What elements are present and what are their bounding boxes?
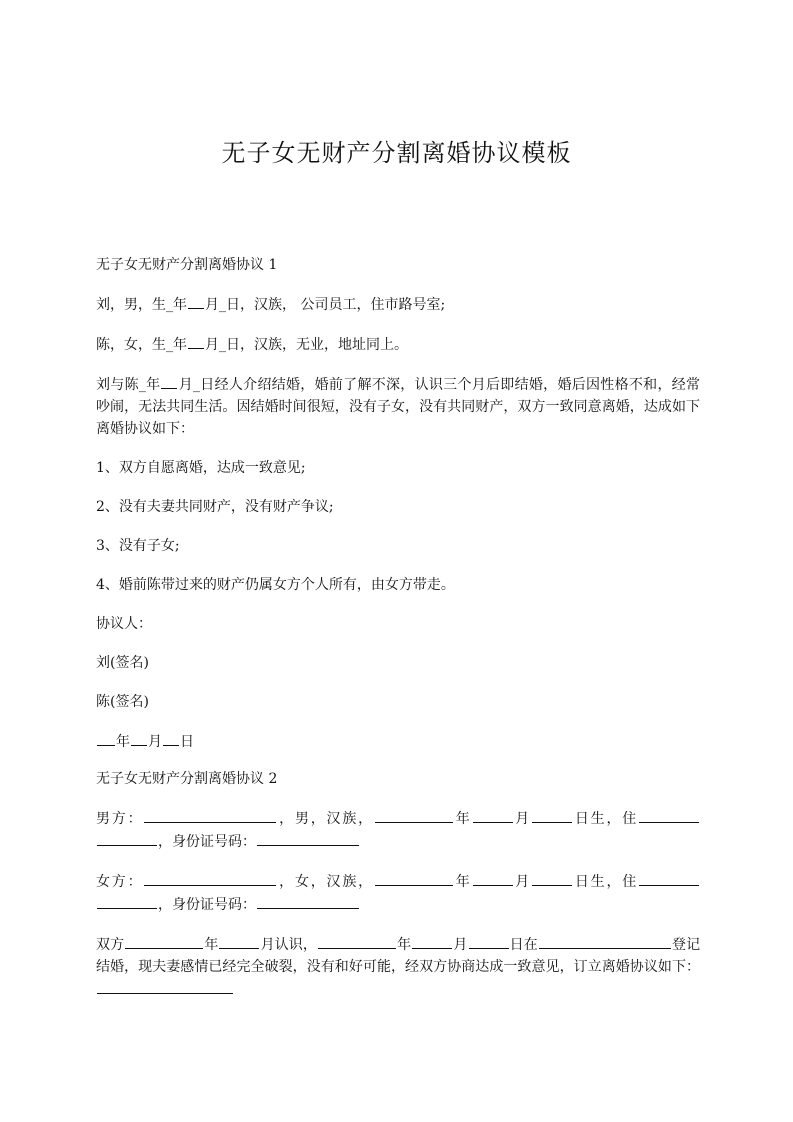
fill-blank	[97, 978, 233, 994]
text-segment: 月	[178, 377, 194, 393]
text-segment: 双方	[96, 937, 125, 953]
signature-liu: 刘(签名)	[96, 655, 149, 671]
marriage-statement	[96, 933, 700, 1001]
fill-blank	[469, 933, 509, 949]
agreement-2-heading: 无子女无财产分割离婚协议 2	[96, 771, 278, 787]
fill-blank	[125, 933, 203, 949]
text-segment: 日生，住	[573, 811, 639, 827]
fill-blank	[188, 333, 204, 349]
text-segment: 月	[513, 874, 532, 890]
text-segment: 月	[513, 811, 532, 827]
agreement-item: 2、没有夫妻共同财产，没有财产争议;	[96, 499, 334, 515]
fill-blank	[257, 893, 359, 909]
text-segment: 日生，住	[573, 874, 639, 890]
fill-blank	[318, 933, 396, 949]
date-line	[96, 730, 700, 753]
signature-chen: 陈(签名)	[96, 694, 149, 710]
background-paragraph: 刘与陈_年 月_日经人介绍结婚，婚前了解不深，认识三个月后即结婚，婚后因性格不和，经常吵闹，无法共同生活。因结婚时间很短，没有子女，没有共同财产，双方一致同意离婚，达成如下离婚协议如下：	[96, 373, 700, 440]
text-segment: ，身份证号码：	[158, 834, 256, 850]
signers-label: 协议人：	[96, 616, 152, 632]
text-segment: 月	[453, 937, 468, 953]
text-segment: 年	[453, 811, 472, 827]
text-segment: 日	[180, 734, 194, 750]
female-party-paragraph	[96, 870, 700, 916]
agreement-item: 4、婚前陈带过来的财产仍属女方个人所有，由女方带走。	[96, 577, 455, 593]
text-segment: 日，汉族， 公司员工，住市路号室;	[226, 297, 446, 313]
fill-blank	[539, 933, 671, 949]
text-segment: 年	[173, 297, 187, 313]
text-segment: 日在	[509, 937, 538, 953]
text-segment: 陈，女，生	[96, 337, 166, 353]
fill-blank	[532, 870, 572, 886]
fill-blank	[188, 293, 204, 309]
text-segment: 年	[204, 937, 219, 953]
fill-blank	[144, 807, 276, 823]
text-segment: 年	[173, 337, 187, 353]
text-segment: 月	[205, 297, 219, 313]
fill-blank	[257, 830, 359, 846]
document-title: 无子女无财产分割离婚协议模板	[221, 139, 572, 167]
text-segment: 月	[148, 734, 162, 750]
agreement-item: 1、双方自愿离婚，达成一致意见;	[96, 460, 306, 476]
fill-blank	[375, 807, 453, 823]
fill-blank	[639, 870, 699, 886]
text-segment: 月认识，	[260, 937, 318, 953]
text-segment: 年	[145, 377, 161, 393]
text-segment: ，身份证号码：	[158, 897, 256, 913]
text-segment: 日经人介绍结婚，婚前了解不深，认识三个月后即结婚，婚后因性格不和，经常吵闹，无法共同生活。因结婚时间很短，没有子女，没有共同财产，双方一致同意离婚，达成如下离婚协议如下：	[96, 377, 701, 437]
text-segment: 年	[116, 734, 130, 750]
fill-blank	[97, 730, 115, 746]
fill-blank	[219, 933, 259, 949]
agreement-item: 3、没有子女;	[96, 538, 180, 554]
text-segment: ，男，汉族，	[277, 811, 374, 827]
fill-blank	[144, 870, 276, 886]
fill-blank	[161, 373, 177, 389]
fill-blank	[97, 893, 157, 909]
text-segment: 刘，男，生	[96, 297, 166, 313]
document-body	[96, 254, 700, 1018]
male-party-paragraph	[96, 807, 700, 853]
agreement-1-heading: 无子女无财产分割离婚协议 1	[96, 257, 278, 273]
text-segment: 日，汉族，无业，地址同上。	[226, 337, 408, 353]
fill-blank	[532, 807, 572, 823]
text-segment: 男方：	[96, 811, 144, 827]
fill-blank	[412, 933, 452, 949]
fill-blank	[473, 807, 513, 823]
fill-blank	[97, 830, 157, 846]
text-segment: 刘与陈	[96, 377, 139, 393]
party-liu-line: 刘，男，生_年 月_日，汉族， 公司员工，住市路号室;	[96, 293, 700, 316]
fill-blank	[639, 807, 699, 823]
fill-blank	[473, 870, 513, 886]
text-segment: 年	[453, 874, 472, 890]
text-segment: ，女，汉族，	[277, 874, 374, 890]
fill-blank	[131, 730, 147, 746]
text-segment: 登记结婚，现夫妻感情已经完全破裂，没有和好可能，经双方协商达成一致意见，订立离婚协议如下：	[96, 937, 701, 975]
fill-blank	[375, 870, 453, 886]
party-chen-line: 陈，女，生_年 月_日，汉族，无业，地址同上。	[96, 333, 700, 356]
fill-blank	[163, 730, 179, 746]
text-segment: 女方：	[96, 874, 144, 890]
text-segment: 月	[205, 337, 219, 353]
text-segment: 年	[397, 937, 412, 953]
